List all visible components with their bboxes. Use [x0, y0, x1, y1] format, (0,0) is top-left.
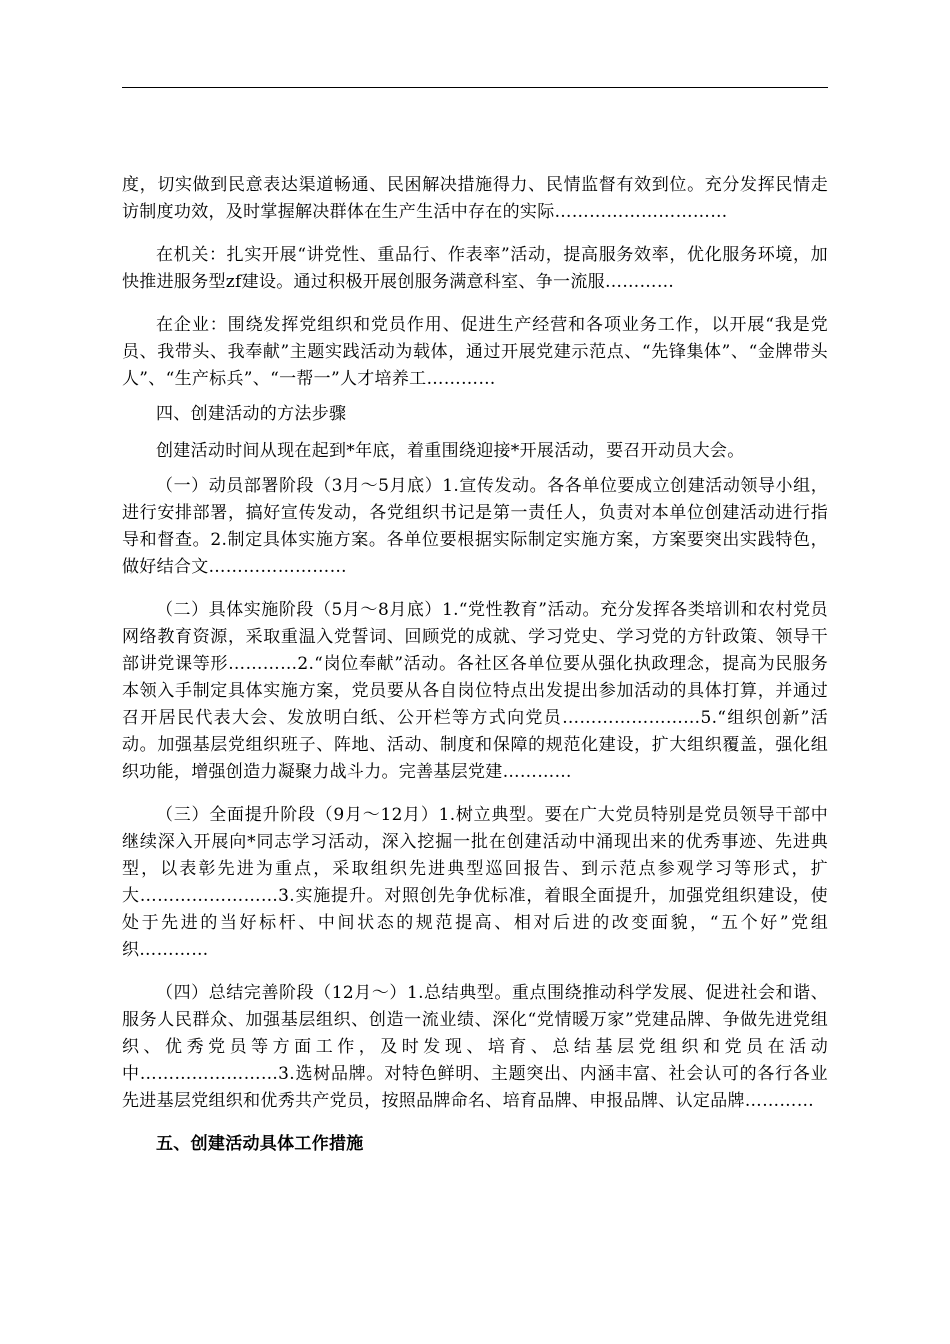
paragraph-stage-1: （一）动员部署阶段（3月～5月底）1.宣传发动。各各单位要成立创建活动领导小组，进行安排部署，搞好宣传发动，各党组织书记是第一责任人，负责对本单位创建活动进行指导和督查。2.制定具体实施方案。各单位要根据实际制定实施方案，方案要突出实践特色，做好结合文……………………	[122, 476, 828, 577]
paragraph-timeline: 创建活动时间从现在起到*年底，着重围绕迎接*开展活动，要召开动员大会。	[156, 441, 745, 461]
paragraph-organs: 在机关：扎实开展“讲党性、重品行、作表率”活动，提高服务效率，优化服务环境，加快推进服务型zf建设。通过积极开展创服务满意科室、争一流服…………	[122, 245, 828, 292]
header-rule	[122, 87, 828, 88]
paragraph-stage-4: （四）总结完善阶段（12月～）1.总结典型。重点围绕推动科学发展、促进社会和谐、服务人民群众、加强基层组织、创造一流业绩、深化“党情暖万家”党建品牌、争做先进党组织、优秀党员等方面工作，及时发现、培育、总结基层党组织和党员在活动中……………………3.选树品牌。对特色鲜明、主题突出、内涵丰富、社会认可的各行各业先进基层党组织和优秀共产党员，按照品牌命名、培育品牌、申报品牌、认定品牌…………	[122, 983, 828, 1111]
paragraph-enterprises: 在企业：围绕发挥党组织和党员作用、促进生产经营和各项业务工作，以开展“我是党员、我带头、我奉献”主题实践活动为载体，通过开展党建示范点、“先锋集体”、“金牌带头人”、“生产标兵”、“一帮一”人才培养工…………	[122, 315, 828, 389]
paragraph-stage-3: （三）全面提升阶段（9月～12月）1.树立典型。要在广大党员特别是党员领导干部中继续深入开展向*同志学习活动，深入挖掘一批在创建活动中涌现出来的优秀事迹、先进典型，以表彰先进为重点，采取组织先进典型巡回报告、到示范点参观学习等形式，扩大……………………3.实施提升。对照创先争优标准，着眼全面提升，加强党组织建设，使处于先进的当好标杆、中间状态的规范提高、相对后进的改变面貌，“五个好”党组织…………	[122, 805, 828, 960]
paragraph-stage-2: （二）具体实施阶段（5月～8月底）1.“党性教育”活动。充分发挥各类培训和农村党员网络教育资源，采取重温入党誓词、回顾党的成就、学习党史、学习党的方针政策、领导干部讲党课等形…………2.“岗位奉献”活动。各社区各单位要从强化执政理念，提高为民服务本领入手制定具体实施方案，党员要从各自岗位特点出发提出参加活动的具体打算，并通过召开居民代表大会、发放明白纸、公开栏等方式向党员……………………5.“组织创新”活动。加强基层党组织班子、阵地、活动、制度和保障的规范化建设，扩大组织覆盖，强化组织功能，增强创造力凝聚力战斗力。完善基层党建…………	[122, 600, 828, 782]
section-heading-measures: 五、创建活动具体工作措施	[156, 1134, 364, 1154]
paragraph-continuation: 度，切实做到民意表达渠道畅通、民困解决措施得力、民情监督有效到位。充分发挥民情走访制度功效，及时掌握解决群体在生产生活中存在的实际…………………………	[122, 175, 828, 222]
document-body	[122, 172, 828, 1158]
section-heading-methods: 四、创建活动的方法步骤	[156, 404, 347, 424]
